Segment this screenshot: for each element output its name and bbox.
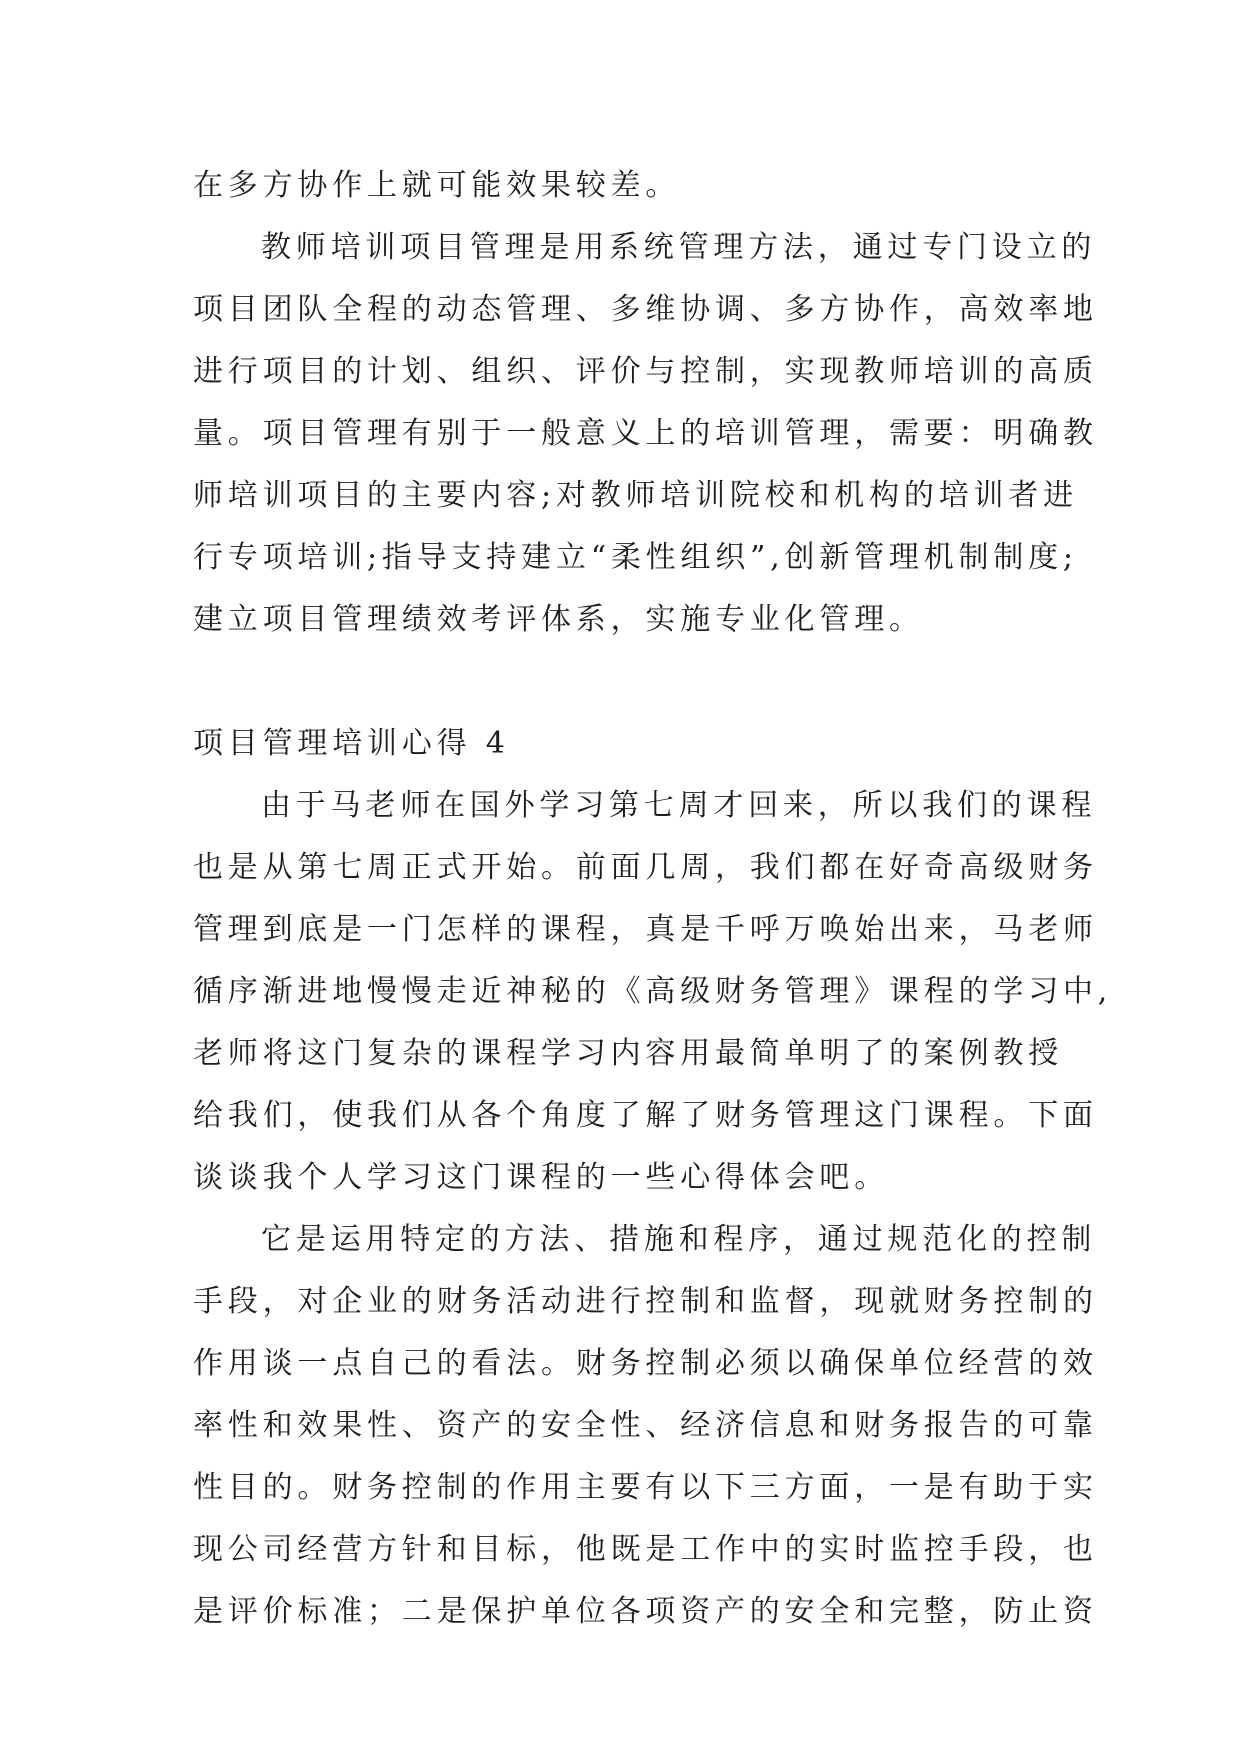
paragraph-financial-control (193, 1209, 1098, 1643)
text-line: 教师培训项目管理是用系统管理方法，通过专门设立的 (261, 230, 1097, 265)
text-line: 是评价标准；二是保护单位各项资产的安全和完整，防止资 (193, 1594, 1098, 1629)
text-line: 师培训项目的主要内容;对教师培训院校和机构的培训者进 (193, 478, 1078, 513)
text-line: 进行项目的计划、组织、评价与控制，实现教师培训的高质 (193, 354, 1098, 389)
text-line: 循序渐进地慢慢走近神秘的《高级财务管理》课程的学习中, (193, 974, 1113, 1009)
paragraph-teacher-training (193, 217, 1098, 651)
text-line: 现公司经营方针和目标，他既是工作中的实时监控手段，也 (193, 1532, 1098, 1567)
text-line: 也是从第七周正式开始。前面几周，我们都在好奇高级财务 (193, 850, 1098, 885)
paragraph-course-intro (193, 775, 1113, 1209)
text-line: 在多方协作上就可能效果较差。 (193, 168, 681, 203)
section-heading: 项目管理培训心得 4 (193, 726, 510, 761)
paragraph-spacer (193, 651, 1053, 713)
text-line: 项目团队全程的动态管理、多维协调、多方协作，高效率地 (193, 292, 1098, 327)
text-line: 谈谈我个人学习这门课程的一些心得体会吧。 (193, 1160, 889, 1195)
text-line: 性目的。财务控制的作用主要有以下三方面，一是有助于实 (193, 1470, 1098, 1505)
text-line: 它是运用特定的方法、措施和程序，通过规范化的控制 (261, 1222, 1097, 1257)
text-line: 手段，对企业的财务活动进行控制和监督，现就财务控制的 (193, 1284, 1098, 1319)
text-line: 由于马老师在国外学习第七周才回来，所以我们的课程 (261, 788, 1097, 823)
text-line: 量。项目管理有别于一般意义上的培训管理，需要：明确教 (193, 416, 1098, 451)
text-line: 管理到底是一门怎样的课程，真是千呼万唤始出来，马老师 (193, 912, 1098, 947)
text-line: 给我们，使我们从各个角度了解了财务管理这门课程。下面 (193, 1098, 1098, 1133)
text-line: 老师将这门复杂的课程学习内容用最简单明了的案例教授 (193, 1036, 1063, 1071)
text-line: 建立项目管理绩效考评体系，实施专业化管理。 (193, 602, 924, 637)
text-line: 作用谈一点自己的看法。财务控制必须以确保单位经营的效 (193, 1346, 1098, 1381)
text-line: 率性和效果性、资产的安全性、经济信息和财务报告的可靠 (193, 1408, 1098, 1443)
document-body (193, 155, 1113, 1643)
text-line: 行专项培训;指导支持建立“柔性组织”,创新管理机制制度; (193, 540, 1078, 575)
